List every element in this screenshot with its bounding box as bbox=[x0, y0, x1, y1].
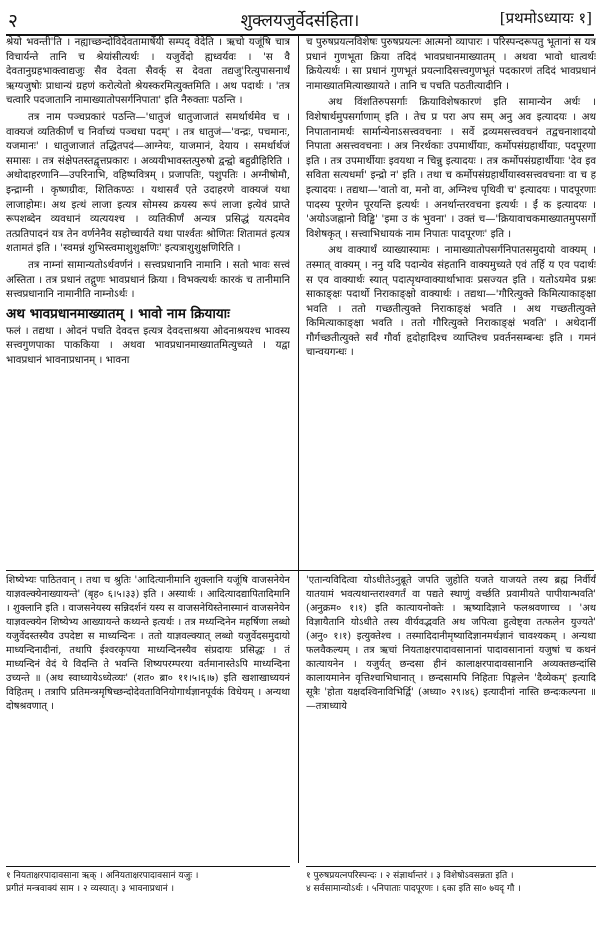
column-divider bbox=[298, 36, 299, 863]
commentary-divider bbox=[6, 570, 594, 571]
footnote-line: ४ सर्वसामान्योऽर्थः । ५निपाताः पादपूरणः । ६का इति सा० ७यदृ गौ । bbox=[306, 884, 521, 894]
right-main-paragraph: च पुरुषप्रयत्नविशेषः पुरुषप्रयत्नः आत्मनो व्यापारः । परिस्पन्दरूपतु भूतानां स यत्र प्रधानं गुणभूता क्रिया तदिदं भावप्रधानमाख्यातम् । अथवा भावो धात्वर्थः क्रियेत्यर्थः । सा प्रधानं गुणभूतं प्रयत्नादिसत्त्वगुणभूतं पदकारणं तदिदं भावप्रधानं नामाख्यातमित्याख्यायते । तानि च पचति पठतीत्यादीनि । bbox=[306, 37, 596, 92]
footnote-line: १ नियताक्षरपादावसाना ऋक् । अनियताक्षरपादावसानं यजुः । bbox=[6, 871, 199, 881]
right-commentary-column bbox=[306, 574, 596, 864]
left-main-paragraph: फलं । तद्यथा । ओदनं पचति देवदत्त इत्यत्र देवदत्ताश्रया ओदनाश्रयश्च भावस्य सत्त्वगुणपाका पाककिया । अथवा भावप्रधानमाख्यातमित्युच्यते । यद्वा भावप्रधानं भावनाप्रधानम् । भावना bbox=[6, 325, 290, 366]
right-main-paragraph: अथ विंशतिरुपसर्गाः क्रियाविशेषकारणं इति सामान्येन अर्थः । विशेषार्थमुपसर्गाणाम् इति । तेच प्र परा अप सम् अनु अव इत्यादयः । अथ निपातानामर्थः सार्मान्येनाऽसत्त्ववचनाः । सर्वे द्रव्यमसत्त्ववचनं तद्वचनाशादयो निपाता असत्त्ववचनाः । अत्र निरर्थकाः उपमार्थीयाः, कर्मोपसंग्रहार्थीयाः, पदपूरणा इति । तत्र उपमार्थीयाः इवयथा न चिन्नु इत्यादयः । तत्र कर्मोपसंग्रहार्थीयाः 'देव इव सविता सत्यधर्मा' इन्द्रो न' इति । तथा च कर्मोपसंग्रहार्थीयास्वसत्त्ववचनाः वा च ह इत्यादयः । तद्यथा—'वातो वा, मनो वा, अग्निश्च पृथिवी च' इत्यादयः । पादपूरणाः पादस्य पूरणेन पूरयन्ति इत्यर्थः । अनर्थान्तरवचना इत्यर्थः । ईं क इत्यादयः । 'अयोऽजह्नानो विड्ढि' 'इमा उ कं भुवना' । उक्तं च—'क्रियावाचकमाख्यातमुपसर्गो विशेषकृत् । सत्त्वाभिधायकं नाम निपातः पादपूरणः' इति । bbox=[306, 97, 596, 240]
chapter-label: [प्रथमोऽध्यायः १] bbox=[499, 9, 592, 27]
footnote-rule-right bbox=[306, 866, 596, 867]
right-commentary-paragraph: 'एतान्यविदित्वा योऽधीतेऽनुब्रूते जपति जुहोति यजते याजयते तस्य ब्रह्म निर्वीर्यं यातयामं भवत्यथान्तराश्वगर्तं वा पद्यते स्थाणुं वर्च्छति प्रवामीयते पापीयान्भवति' (अनुक्रम० १।१) इति कात्यायनोक्तेः । ऋष्यादिज्ञाने फलश्रवणाच्च । 'अथ विज्ञायैतानि योऽधीते तस्य वीर्यवद्भवति अथ जपित्वा हुत्वेष्ट्वा तत्फलेन युज्यते' (अनु० १।१) इत्युक्तेश्च । तस्मादिदानीमृष्यादिज्ञानमर्थज्ञानं चावश्यकम् । अन्यथा फलवैकल्यम् । तत्र ऋचां नियताक्षरपादावसानानां पादावसानानां यजुषां च कथनं कात्यायनेन । यजुर्यत् छन्दसा हीनं कालाक्षरपादावसानानि अव्यक्तछन्दांसि कालायमानेन वृत्तिश्चाभिधानात् । छन्दसामपि निहिताः पिङ्गलेन 'दैव्येकम्' इत्यादि सूत्रैः 'होता यक्षदश्विनाविभिर्द्वि' (अध्या० २९।४६) इत्यादीनां नास्ति छन्दःकल्पना ॥ —तत्राध्याये bbox=[306, 575, 596, 712]
left-commentary-paragraph: शिष्येभ्यः पाठितवान् । तथा च श्रुतिः 'आदित्यानीमानि शुक्लानि यजूंषि वाजसनेयेन याज्ञवल्क्येनाख्यायन्ते' (बृह० ६।५।३३) इति । अस्यार्थः । आदित्यादद्यापितादिमानि । शुक्लानि इति । वाजसनेयस्य सन्निदर्शनं यस्य स वाजसनेयिस्तेनास्मानं वाजसनेयेन याज्ञवल्क्येन शिष्येभ्य आख्यायन्ते कथ्यन्ते इत्यर्थः । तत्र मध्यन्दिनेन महर्षिणा लब्धो यजुर्वेदस्तस्यैव उपदेष्टा स माध्यन्दिनः । ततो याज्ञवल्क्यात् लब्धो यजुर्वेदसमुदायो माध्यन्दिनादीनां, तथापि ईश्वरकृपया माध्यन्दिनस्यैव संप्रदायः प्रसिद्धः । तं माध्यन्दिनं वेदं ये विदन्ति ते भवन्ति शिष्यपरम्परया वर्तमानास्तेऽपि माध्यन्दिना उच्यन्ते ॥ (अथ स्वाध्यायेऽध्येत्व्यः' (शत० ब्रा० ११।५।६।७) इति खशाखाध्ययनं विहितम् । तत्रापि प्रतिमन्त्रमृषिच्छन्दोदेवताविनियोगार्थज्ञानपूर्वकं विधेयम् । अन्यथा दोषश्रवणात् । bbox=[6, 575, 290, 712]
right-main-column bbox=[306, 36, 596, 568]
page-title: शुक्लयजुर्वेदसंहिता। bbox=[240, 11, 360, 31]
right-main-paragraph: अथ वाक्यार्थं व्याख्यास्यामः । नामाख्यातोपसर्गनिपातसमुदायो वाक्यम् । तस्मात् वाक्यम् । ननु यदि पदान्येव संहतानि वाक्यमुच्यते एवं तर्हि य एव पदार्थः स एव वाक्यार्थः स्यात् पदात्पृथग्वाक्यार्थाभावः प्रसज्यत इति । यतोऽयमेव प्रश्नः साकाङ्क्षः पदार्थो निराकाङ्क्षो वाक्यार्थः । तद्यथा—'गौरित्युक्ते किमित्याकाङ्क्षा भवति । ततो गच्छतीत्युक्ते निराकाङ्क्षं भवति । अथ गच्छतीत्युक्ते किमित्याकाङ्क्षा भवति । ततो गौरित्युक्ते निराकाङ्क्षं भवति' । अथेदानीं गौर्गच्छतीत्युक्ते सर्वं गौर्वा हृदोहादिश्च व्याप्तिश्च प्रवर्तनसम्बन्धः इति । गमनं चान्वयगन्धः । bbox=[306, 245, 596, 359]
left-main-paragraph: श्रेयो भवन्ती'ति । नह्याच्छन्दोविदेवतामार्षेयी सम्पद् वेदेति । ऋचो यजूंषि चात्र विचार्यन्ते तानि च श्रेयांसीत्यर्थः । यजुर्वेदो ह्यध्वर्यवः । 'स वै देवतानुग्रहभाक्त्वाद्यजुः सैव देवता सैवर्क् स देवता तद्यजु'रित्युपासनार्थं ऋग्यजुषोः प्राधान्यं ग्रहणं करोत्येतो श्रेयस्करमित्युक्तमिति । अथ पदार्थः । 'तत्र चत्वारि पदजातानि नामाख्यातोपसर्गनिपाता' इति नैरुक्ताः पठन्ति । bbox=[6, 37, 290, 107]
left-main-paragraph: तत्र नाम पञ्चप्रकारं पठन्ति—'धातुजं धातुजाजातं समर्थार्थमेव च । वाक्यजं व्यतिकीर्णं च निर्वाच्यं पञ्चधा पदम्' । तत्र धातुजं—'वन्द्रः, पचमानः, यजमानः' । धातुजाजातं तद्धितपदं—आग्नेयः, याजमानं, देयाय । समर्थार्थजं समासः । तत्र संक्षेपतस्तद्वृत्तप्रकारः । अव्ययीभावस्तत्पुरुषो द्वन्द्वो बहुव्रीहिरिति । अथोदाहरणानि—उपरिनाभि, वहिष्पवित्रम् । प्रजापतिः, पशुपतिः । अग्नीषोमौ, इन्द्राग्नी । कृष्णग्रीवः, शितिकण्ठः । यथासर्वं एते उदाहरणे वाक्यजं यथा लाजाहोमः। अथ इत्थं लाजा इत्यत्र सोमस्य क्रयस्य रूपं लाजा इत्येवं प्राप्ते रूपशब्देन व्यवधानं व्यत्ययश्च । व्यतिकीर्णं अन्यत्र प्रसिद्धं यत्पदमेव तत्प्रतिपादनं यत्र तेन वर्णनेनैव सहोच्चार्यते यथा पार्श्वतः श्रोणितः शितामतं इत्यत्र शतामतं इति । 'स्वमन्नं शुभिस्त्वमाशुशुक्षणिः' इत्यत्राशुशुक्षणिरिति । bbox=[6, 111, 290, 255]
left-main-paragraph: अथ भावप्रधानमाख्यातम् । भावो नाम क्रियायाः bbox=[6, 305, 230, 322]
left-main-paragraph: तत्र नाम्नां सामान्यतोऽर्थवर्णनं । सत्त्वप्रधानानि नामानि । सतो भावः सत्त्वं अस्तिता । तत्र प्रधानं तद्गुणः भावप्रधानं क्रिया । विभक्त्यर्थः कारकं च तानीमानि सत्त्वप्रधानानि नामानीति नाम्नोऽर्थः । bbox=[6, 259, 290, 301]
footnotes-left bbox=[6, 870, 290, 922]
footnote-line: प्रगीतं मन्त्रवाक्यं साम । २ व्यस्यात्। ३ भावनाप्रधानं । bbox=[6, 884, 175, 894]
left-main-column bbox=[6, 36, 290, 568]
footnote-line: १ पुरुषप्रयत्नपरिस्पन्दः । २ संज्ञार्थान्तरं । ३ विशेषोऽवसन्नता इति । bbox=[306, 871, 514, 881]
page-header bbox=[6, 4, 594, 36]
left-commentary-column bbox=[6, 574, 290, 864]
page-number: २ bbox=[8, 10, 18, 32]
footnotes-right bbox=[306, 870, 596, 922]
footnote-rule-left bbox=[6, 866, 290, 867]
